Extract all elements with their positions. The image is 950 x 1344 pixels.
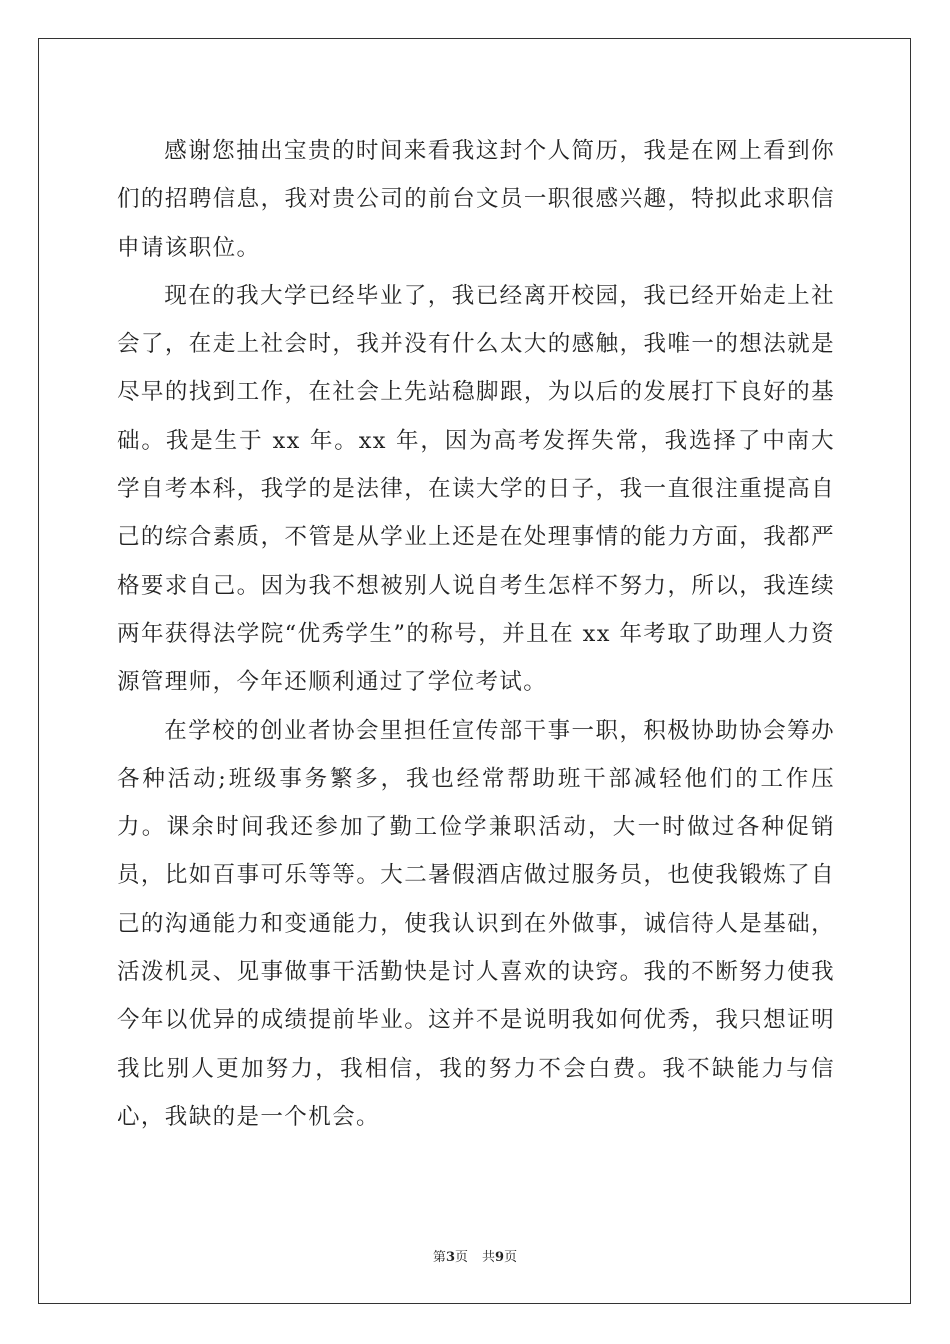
total-prefix: 共 bbox=[482, 1250, 496, 1265]
page-prefix: 第 bbox=[432, 1250, 446, 1265]
current-page-number: 3 bbox=[445, 1250, 455, 1265]
page-unit: 页 bbox=[454, 1250, 468, 1265]
page-footer bbox=[0, 1246, 950, 1265]
paragraph-intro: 感谢您抽出宝贵的时间来看我这封个人简历，我是在网上看到你们的招聘信息，我对贵公司的前台文员一职很感兴趣，特拟此求职信申请该职位。 bbox=[117, 138, 835, 261]
paragraph-experience: 在学校的创业者协会里担任宣传部干事一职，积极协助协会筹办各种活动;班级事务繁多，我也经常帮助班干部减轻他们的工作压力。课余时间我还参加了勤工俭学兼职活动，大一时做过各种促销员，比如百事可乐等等。大二暑假酒店做过服务员，也使我锻炼了自己的沟通能力和变通能力，使我认识到在外做事，诚信待人是基础，活泼机灵、见事做事干活勤快是讨人喜欢的诀窍。我的不断努力使我今年以优异的成绩提前毕业。这并不是说明我如何优秀，我只想证明我比别人更加努力，我相信，我的努力不会白费。我不缺能力与信心，我缺的是一个机会。 bbox=[117, 717, 835, 1130]
document-body bbox=[117, 127, 835, 1141]
paragraph-education: 现在的我大学已经毕业了，我已经离开校园，我已经开始走上社会了，在走上社会时，我并没有什么太大的感触，我唯一的想法就是尽早的找到工作，在社会上先站稳脚跟，为以后的发展打下良好的基础。我是生于 xx 年。xx 年，因为高考发挥失常，我选择了中南大学自考本科，我学的是法律，在读大学的日子，我一直很注重提高自己的综合素质，不管是从学业上还是在处理事情的能力方面，我都严格要求自己。因为我不想被别人说自考生怎样不努力，所以，我连续两年获得法学院“优秀学生”的称号，并且在 xx 年考取了助理人力资源管理师，今年还顺利通过了学位考试。 bbox=[117, 282, 835, 696]
total-page-number: 9 bbox=[495, 1250, 505, 1265]
total-unit: 页 bbox=[504, 1250, 518, 1265]
